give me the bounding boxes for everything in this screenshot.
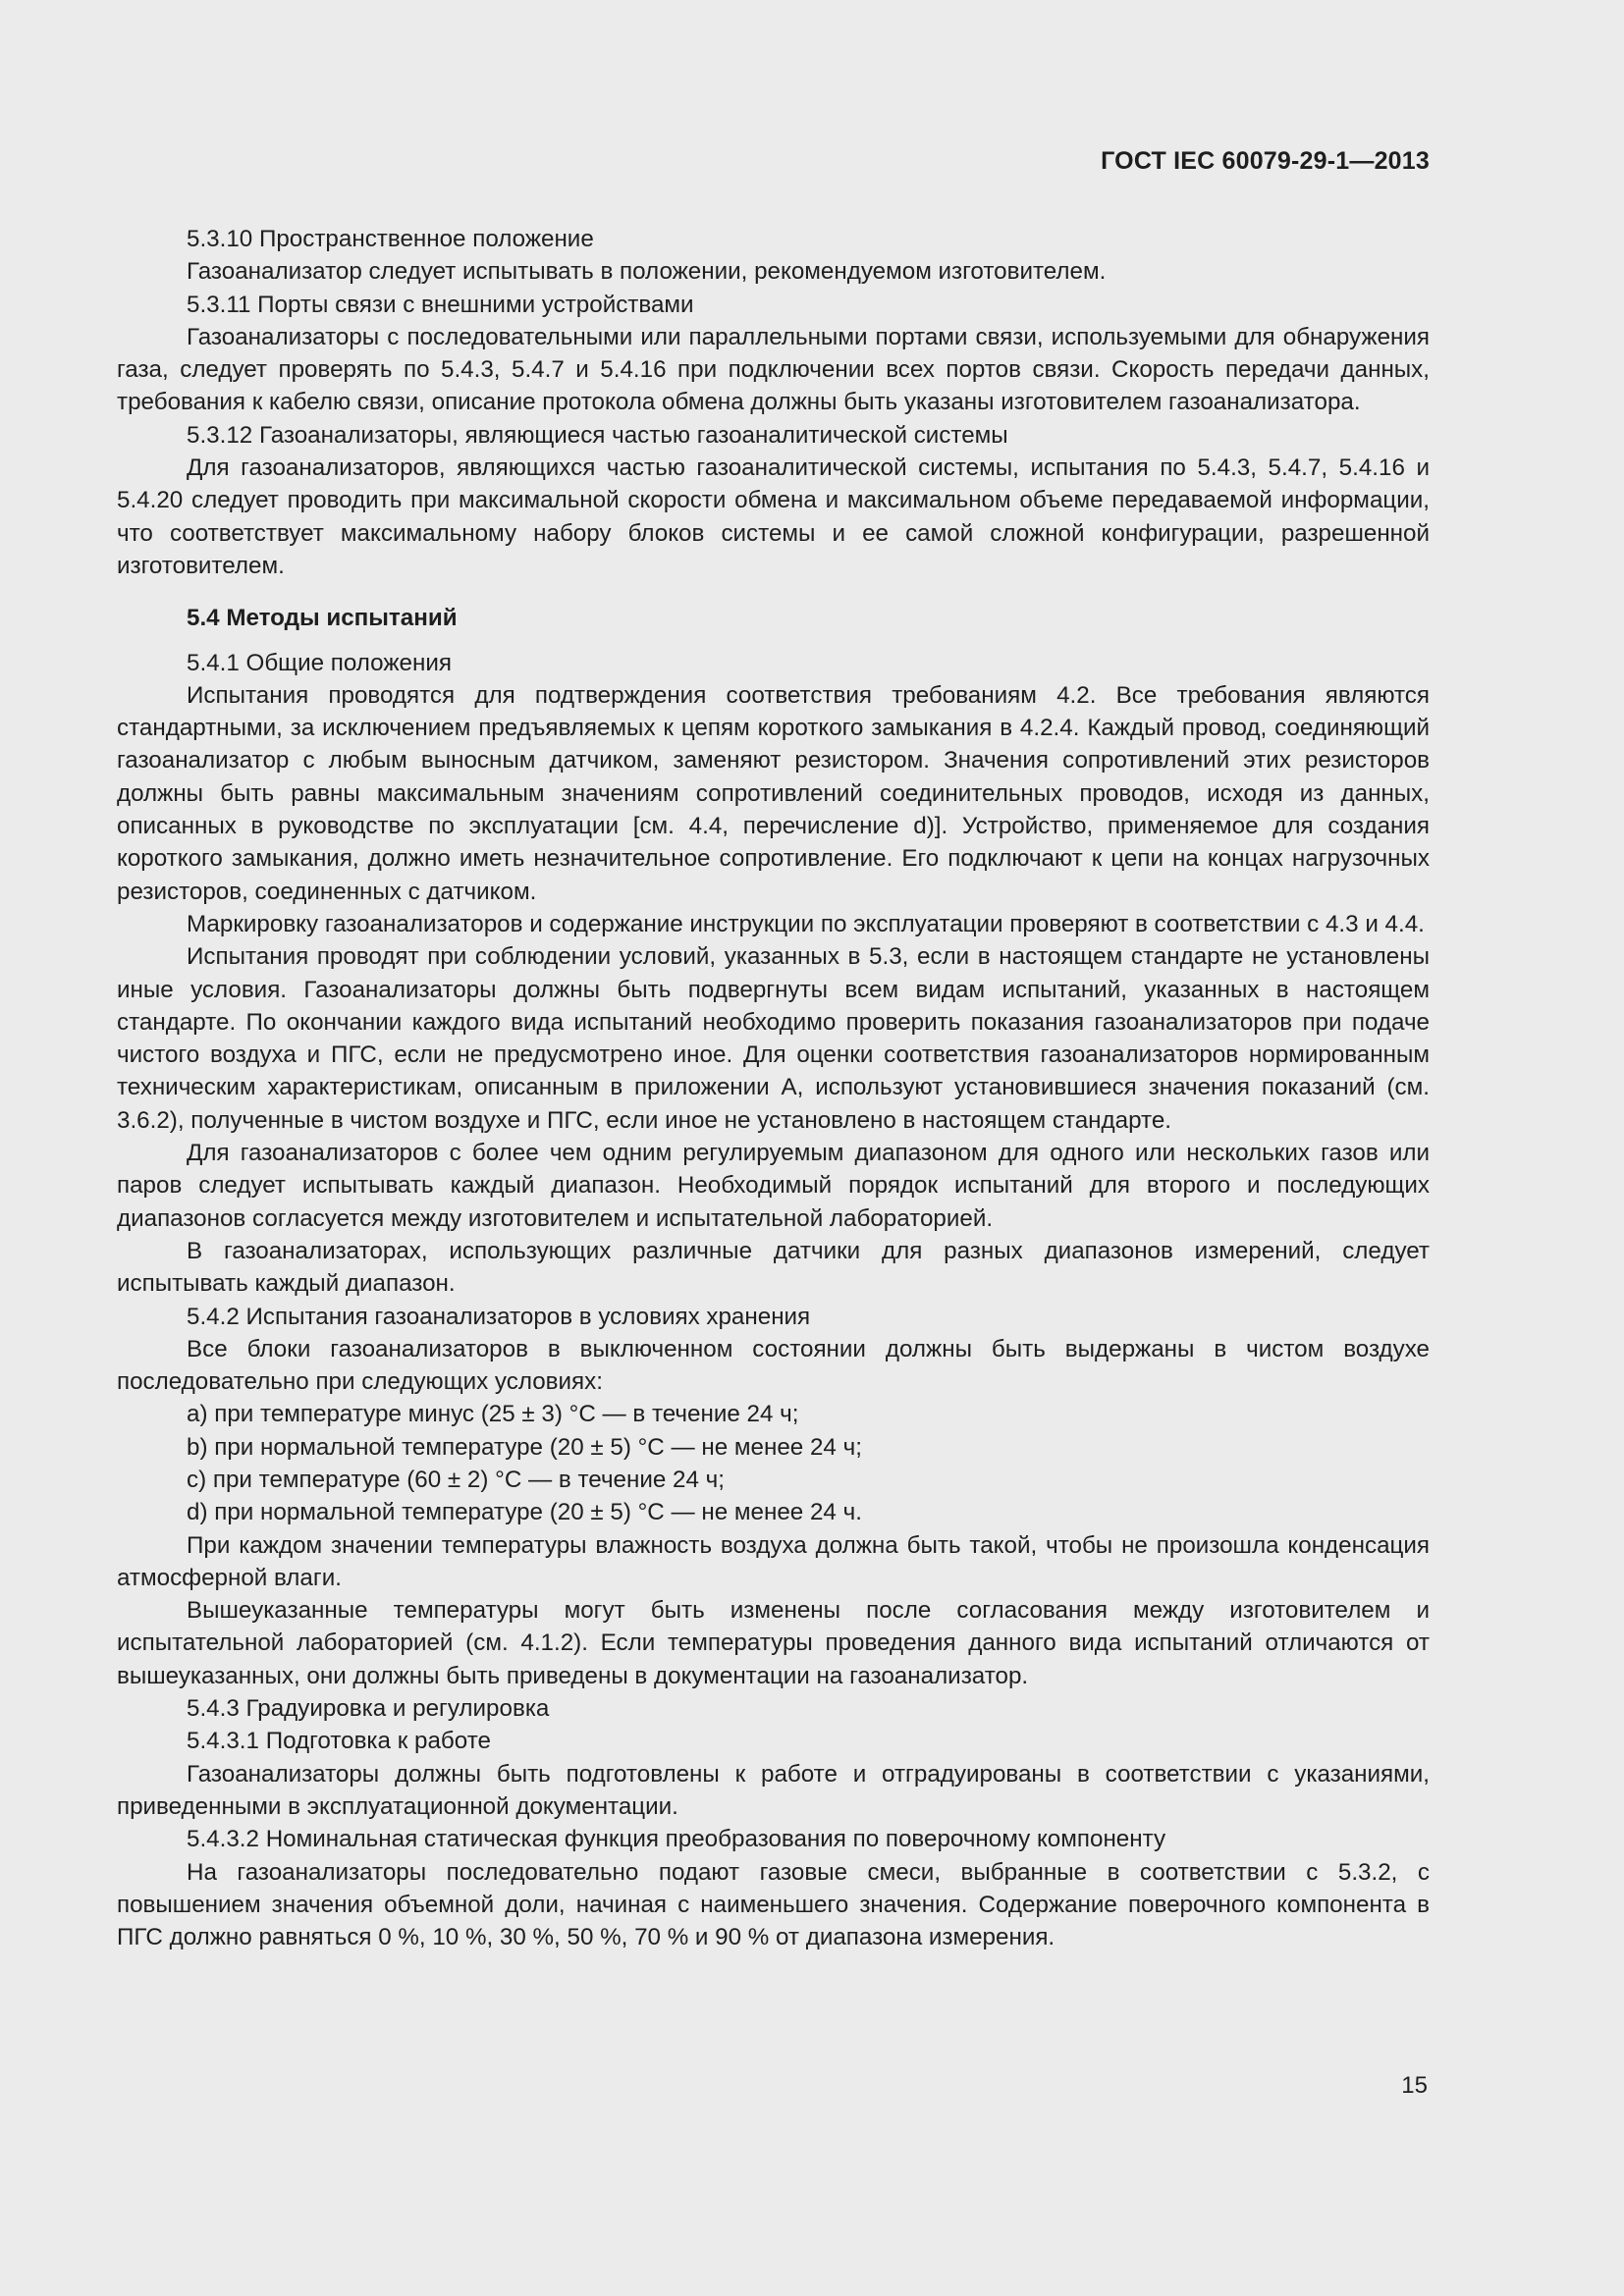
body-paragraph: Газоанализаторы с последовательными или параллельными портами связи, используемыми для обнаружения газа, следует проверять по 5.4.3, 5.4.7 и 5.4.16 при подключении всех портов связи. Скорость передачи данных, требования к кабелю связи, описание протокола обмена должны быть указаны изготовителем газоанализатора.: [117, 323, 1430, 416]
document-body: [117, 223, 1430, 1953]
subsection-title-5-4-3: 5.4.3 Градуировка и регулировка: [187, 1695, 550, 1723]
body-paragraph: Маркировку газоанализаторов и содержание инструкции по эксплуатации проверяют в соответствии с 4.3 и 4.4.: [187, 910, 1425, 937]
body-paragraph: Все блоки газоанализаторов в выключенном состоянии должны быть выдержаны в чистом воздухе последовательно при следующих условиях:: [117, 1335, 1430, 1396]
body-paragraph: Вышеуказанные температуры могут быть изменены после согласования между изготовителем и испытательной лабораторией (см. 4.1.2). Если температуры проведения данного вида испытаний отличаются от вышеуказанных, они должны быть приведены в документации на газоанализатор.: [117, 1597, 1430, 1689]
subsection-title-5-3-10: 5.3.10 Пространственное положение: [187, 226, 594, 252]
body-paragraph: Газоанализаторы должны быть подготовлены к работе и отградуированы в соответствии с указаниями, приведенными в эксплуатационной документации.: [117, 1760, 1430, 1820]
subsection-title-5-4-2: 5.4.2 Испытания газоанализаторов в условиях хранения: [187, 1303, 811, 1330]
page-number: 15: [1401, 2072, 1428, 2099]
subsection-title-5-4-3-1: 5.4.3.1 Подготовка к работе: [187, 1728, 491, 1755]
body-paragraph: Испытания проводятся для подтверждения соответствия требованиям 4.2. Все требования являются стандартными, за исключением предъявляемых к цепям короткого замыкания в 4.2.4. Каждый провод, соединяющий газоанализатор с любым выносным датчиком, заменяют резистором. Значения сопротивлений этих резисторов должны быть равны максимальным значениям сопротивлений соединительных проводов, исходя из данных, описанных в руководстве по эксплуатации [см. 4.4, перечисление d)]. Устройство, применяемое для создания короткого замыкания, должно иметь незначительное сопротивление. Его подключают к цепи на концах нагрузочных резисторов, соединенных с датчиком.: [117, 681, 1430, 905]
body-paragraph: Испытания проводят при соблюдении условий, указанных в 5.3, если в настоящем стандарте не установлены иные условия. Газоанализаторы должны быть подвергнуты всем видам испытаний, указанных в настоящем стандарте. По окончании каждого вида испытаний необходимо проверить показания газоанализаторов при подаче чистого воздуха и ПГС, если не предусмотрено иное. Для оценки соответствия газоанализаторов нормированным техническим характеристикам, описанным в приложении А, используют установившиеся значения показаний (см. 3.6.2), полученные в чистом воздухе и ПГС, если иное не установлено в настоящем стандарте.: [117, 943, 1430, 1134]
body-paragraph: На газоанализаторы последовательно подают газовые смеси, выбранные в соответствии с 5.3.2, с повышением значения объемной доли, начиная с наименьшего значения. Содержание поверочного компонента в ПГС должно равняться 0 %, 10 %, 30 %, 50 %, 70 % и 90 % от диапазона измерения.: [117, 1858, 1430, 1951]
subsection-title-5-4-3-2: 5.4.3.2 Номинальная статическая функция преобразования по поверочному компоненту: [187, 1826, 1166, 1853]
body-paragraph: В газоанализаторах, использующих различные датчики для разных диапазонов измерений, следует испытывать каждый диапазон.: [117, 1237, 1430, 1298]
list-item-b: b) при нормальной температуре (20 ± 5) °С — не менее 24 ч;: [187, 1433, 862, 1461]
list-item-a: a) при температуре минус (25 ± 3) °С — в течение 24 ч;: [187, 1401, 799, 1428]
page-header-standard-code: ГОСТ IEC 60079-29-1—2013: [1101, 147, 1430, 175]
subsection-title-5-4-1: 5.4.1 Общие положения: [187, 649, 452, 676]
body-paragraph: Газоанализатор следует испытывать в положении, рекомендуемом изготовителем.: [187, 258, 1107, 286]
list-item-d: d) при нормальной температуре (20 ± 5) °С — не менее 24 ч.: [187, 1499, 862, 1526]
subsection-title-5-3-12: 5.3.12 Газоанализаторы, являющиеся частью газоаналитической системы: [187, 421, 1008, 449]
body-paragraph: При каждом значении температуры влажность воздуха должна быть такой, чтобы не произошла конденсация атмосферной влаги.: [117, 1531, 1430, 1591]
list-item-c: c) при температуре (60 ± 2) °С — в течение 24 ч;: [187, 1466, 725, 1493]
body-paragraph: Для газоанализаторов, являющихся частью газоаналитической системы, испытания по 5.4.3, 5.4.7, 5.4.16 и 5.4.20 следует проводить при максимальной скорости обмена и максимальном объеме передаваемой информации, что соответствует максимальному набору блоков системы и ее самой сложной конфигурации, разрешенной изготовителем.: [117, 454, 1430, 579]
subsection-title-5-3-11: 5.3.11 Порты связи с внешними устройствами: [187, 291, 694, 318]
body-paragraph: Для газоанализаторов с более чем одним регулируемым диапазоном для одного или нескольких газов или паров следует испытывать каждый диапазон. Необходимый порядок испытаний для второго и последующих диапазонов согласуется между изготовителем и испытательной лабораторией.: [117, 1140, 1430, 1232]
section-heading-5-4: 5.4 Методы испытаний: [187, 605, 458, 632]
